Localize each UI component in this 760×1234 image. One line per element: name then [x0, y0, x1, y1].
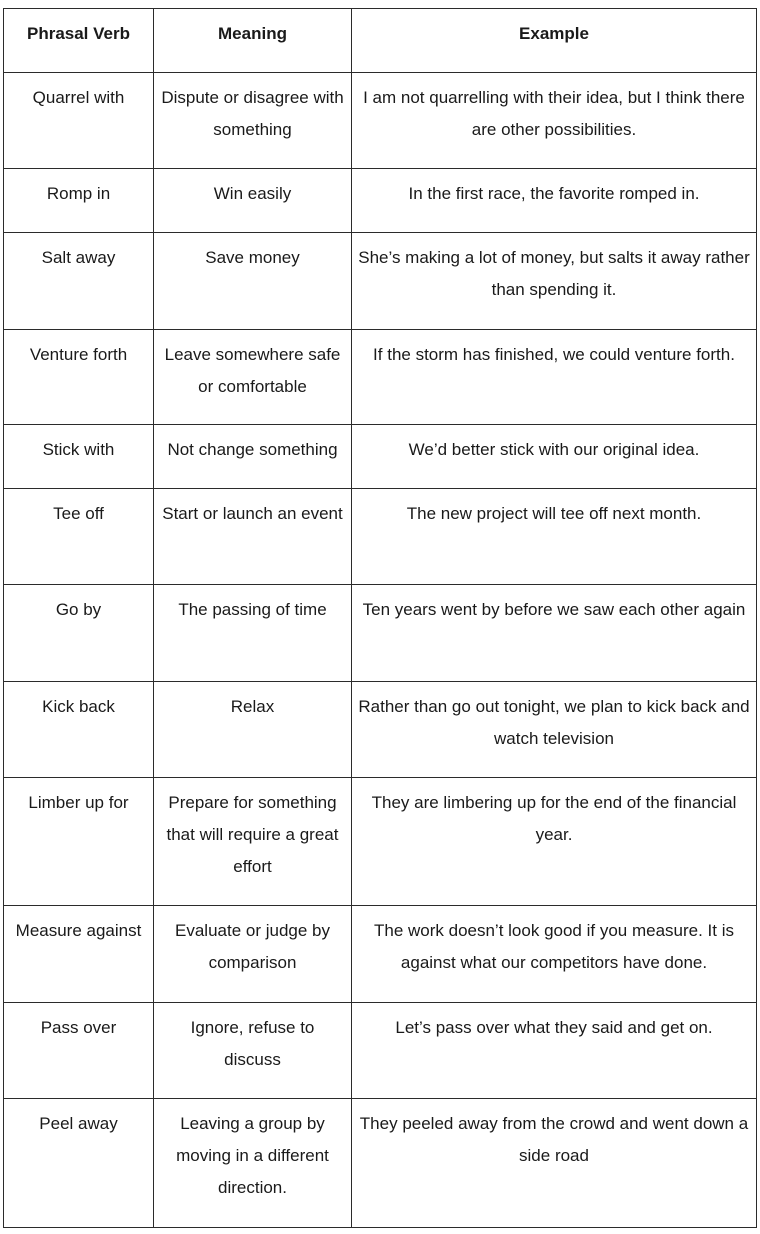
table-row [4, 778, 757, 906]
example-cell: They peeled away from the crowd and went down a side road [352, 1099, 757, 1228]
table-row [4, 1099, 757, 1228]
example-cell: Let’s pass over what they said and get on. [352, 1003, 757, 1099]
header-meaning: Meaning [154, 9, 352, 73]
phrasal-verb-cell: Tee off [4, 489, 154, 585]
table-row [4, 1003, 757, 1099]
meaning-cell: Prepare for something that will require a great effort [154, 778, 352, 906]
phrasal-verb-cell: Go by [4, 585, 154, 682]
header-phrasal-verb: Phrasal Verb [4, 9, 154, 73]
meaning-cell: Not change something [154, 425, 352, 489]
meaning-cell: Leaving a group by moving in a different direction. [154, 1099, 352, 1228]
table-row [4, 330, 757, 425]
meaning-cell: Ignore, refuse to discuss [154, 1003, 352, 1099]
phrasal-verb-cell: Stick with [4, 425, 154, 489]
example-cell: Rather than go out tonight, we plan to kick back and watch television [352, 682, 757, 778]
meaning-cell: Leave somewhere safe or comfortable [154, 330, 352, 425]
meaning-cell: Evaluate or judge by comparison [154, 906, 352, 1003]
example-cell: She’s making a lot of money, but salts it away rather than spending it. [352, 233, 757, 330]
example-cell: The new project will tee off next month. [352, 489, 757, 585]
phrasal-verb-cell: Salt away [4, 233, 154, 330]
table-row [4, 682, 757, 778]
example-cell: The work doesn’t look good if you measure. It is against what our competitors have done. [352, 906, 757, 1003]
example-cell: I am not quarrelling with their idea, but I think there are other possibilities. [352, 73, 757, 169]
example-cell: They are limbering up for the end of the financial year. [352, 778, 757, 906]
meaning-cell: Relax [154, 682, 352, 778]
meaning-cell: Dispute or disagree with something [154, 73, 352, 169]
phrasal-verb-cell: Romp in [4, 169, 154, 233]
meaning-cell: Save money [154, 233, 352, 330]
meaning-cell: Start or launch an event [154, 489, 352, 585]
phrasal-verbs-table [3, 8, 757, 1228]
example-cell: We’d better stick with our original idea. [352, 425, 757, 489]
table-row [4, 585, 757, 682]
table-row [4, 73, 757, 169]
example-cell: Ten years went by before we saw each other again [352, 585, 757, 682]
meaning-cell: Win easily [154, 169, 352, 233]
table-row [4, 489, 757, 585]
table-row [4, 425, 757, 489]
phrasal-verb-cell: Kick back [4, 682, 154, 778]
header-example: Example [352, 9, 757, 73]
phrasal-verb-cell: Limber up for [4, 778, 154, 906]
phrasal-verb-cell: Pass over [4, 1003, 154, 1099]
header-row [4, 9, 757, 73]
phrasal-verb-cell: Quarrel with [4, 73, 154, 169]
phrasal-verb-cell: Venture forth [4, 330, 154, 425]
table-row [4, 233, 757, 330]
phrasal-verb-cell: Measure against [4, 906, 154, 1003]
example-cell: If the storm has finished, we could venture forth. [352, 330, 757, 425]
meaning-cell: The passing of time [154, 585, 352, 682]
example-cell: In the first race, the favorite romped in. [352, 169, 757, 233]
phrasal-verb-cell: Peel away [4, 1099, 154, 1228]
table-row [4, 169, 757, 233]
table-row [4, 906, 757, 1003]
